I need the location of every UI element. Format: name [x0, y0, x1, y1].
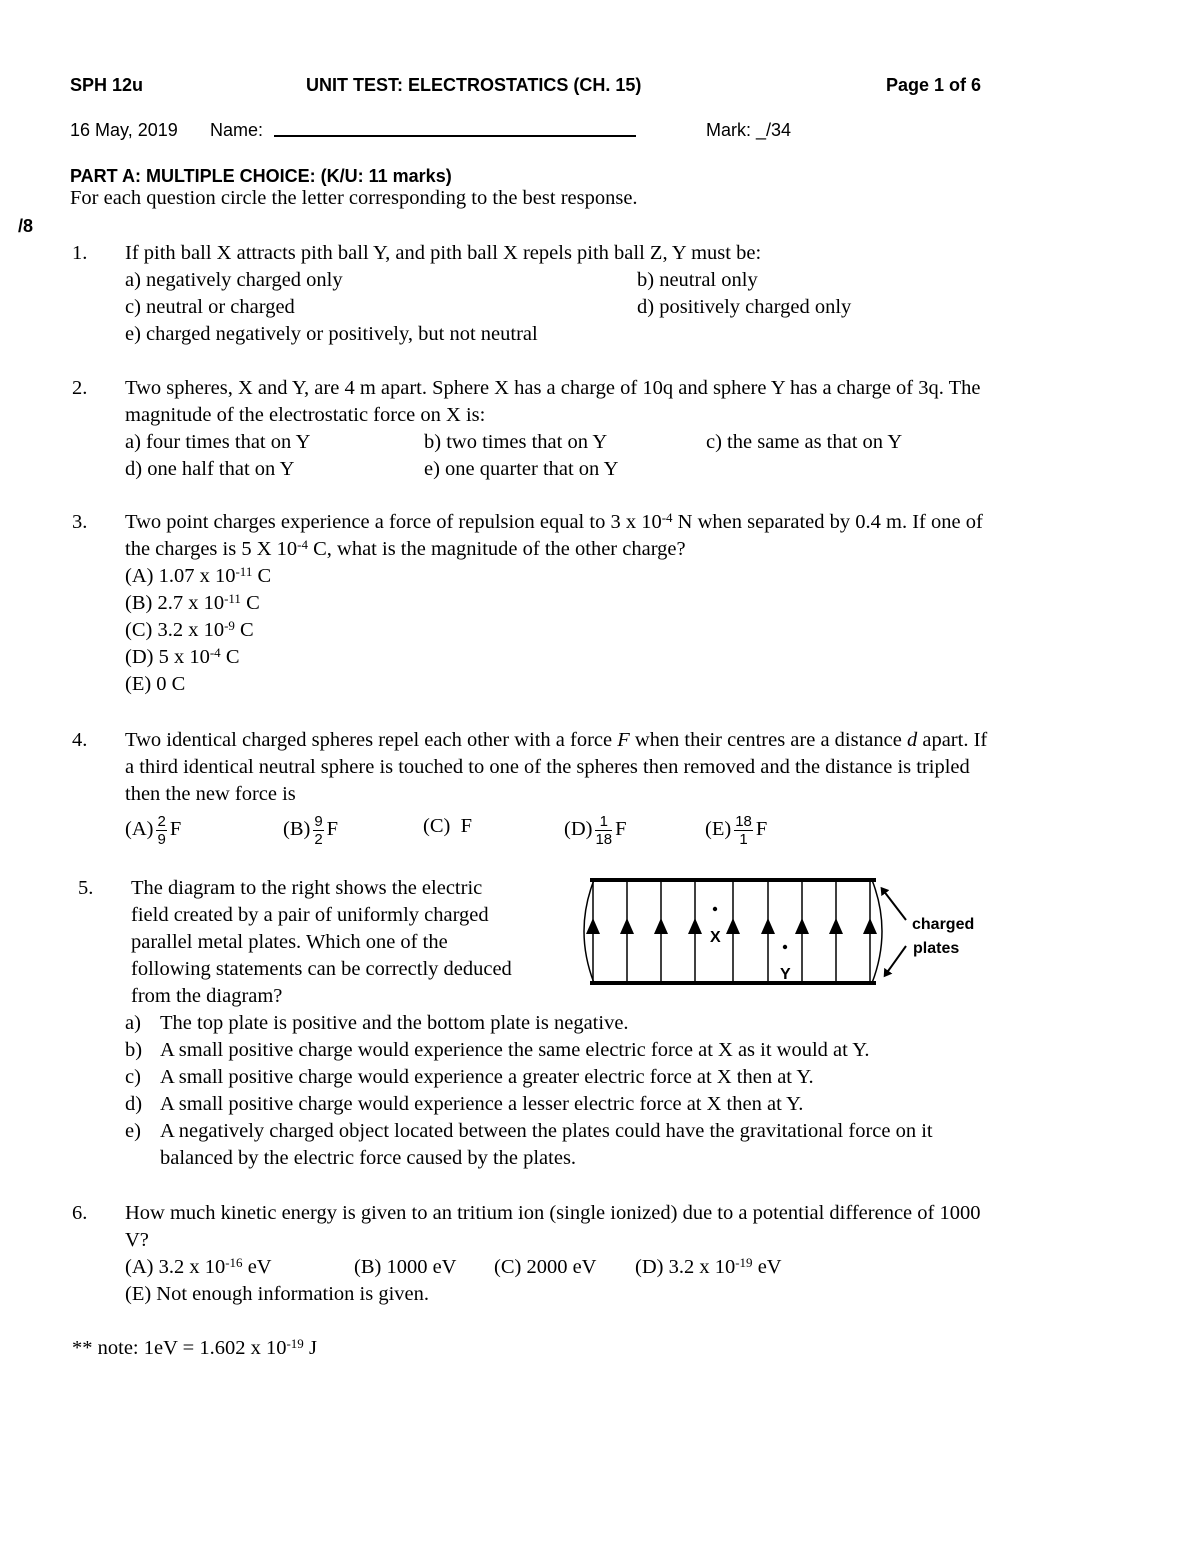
question-number: 3.	[72, 511, 88, 533]
question-text-line-4: following statements can be correctly deduced	[131, 958, 512, 980]
question-text-line-2: field created by a pair of uniformly charged	[131, 904, 489, 926]
option-d[interactable]: (D) $\frac{1}{18}$ F	[564, 813, 627, 848]
option-a[interactable]: (A) 3.2 x $10^{-16}$ eV	[125, 1255, 272, 1278]
option-c[interactable]: A small positive charge would experience a greater electric force at X then at Y.	[160, 1066, 814, 1088]
question-number: 2.	[72, 377, 88, 399]
question-text-line-5: from the diagram?	[131, 985, 283, 1007]
option-a[interactable]: a) four times that on Y	[125, 431, 311, 453]
option-e-letter: e)	[125, 1120, 141, 1142]
option-c[interactable]: (C) F	[423, 815, 472, 837]
option-b[interactable]: (B) 2.7 x $10^{-11}$ C	[125, 591, 260, 614]
name-label: Name:	[210, 120, 264, 140]
question-text-line-2: the charges is 5 X $10^{-4}$ C, what is the magnitude of the other charge?	[125, 537, 686, 560]
question-text-line-1: Two spheres, X and Y, are 4 m apart. Sphere X has a charge of 10q and sphere Y has a charge of 3q. The	[125, 377, 981, 399]
course-code: SPH 12u	[70, 75, 144, 95]
option-c[interactable]: (C) 3.2 x $10^{-9}$ C	[125, 618, 254, 641]
pointer-arrow-top	[883, 890, 906, 920]
part-a-heading: PART A: MULTIPLE CHOICE: (K/U: 11 marks)	[70, 166, 452, 186]
option-a[interactable]: (A) 1.07 x $10^{-11}$ C	[125, 564, 272, 587]
option-b[interactable]: A small positive charge would experience the same electric force at X as it would at Y.	[160, 1039, 870, 1061]
part-a-instructions: For each question circle the letter corresponding to the best response.	[70, 187, 638, 209]
plates-label: plates	[913, 940, 960, 957]
fraction: $\frac{1}{18}$	[595, 813, 613, 848]
test-title: UNIT TEST: ELECTROSTATICS (CH. 15)	[306, 75, 642, 95]
option-a[interactable]: a) negatively charged only	[125, 269, 343, 291]
question-3	[72, 509, 1152, 699]
note: ** note: 1eV = 1.602 x $10^{-19}$ J	[72, 1336, 317, 1359]
option-a-letter: a)	[125, 1012, 141, 1034]
margin-score: /8	[18, 216, 34, 236]
question-text-line-1: The diagram to the right shows the electric	[131, 877, 483, 899]
option-e[interactable]: (E) 0 C	[125, 673, 186, 695]
question-text-line-1: Two identical charged spheres repel each other with a force F when their centres are a distance d apart. If	[125, 729, 988, 751]
test-date: 16 May, 2019	[70, 120, 178, 140]
option-d[interactable]: A small positive charge would experience a lesser electric force at X then at Y.	[160, 1093, 804, 1115]
question-text-line-3: then the new force is	[125, 783, 296, 805]
question-4	[72, 727, 1152, 857]
question-2	[72, 375, 1152, 485]
option-b[interactable]: b) two times that on Y	[424, 431, 608, 453]
name-field-line[interactable]	[274, 135, 636, 137]
option-a[interactable]: The top plate is positive and the bottom plate is negative.	[160, 1012, 629, 1034]
option-b-letter: b)	[125, 1039, 143, 1061]
option-e[interactable]: A negatively charged object located between the plates could have the gravitational force on it	[160, 1120, 933, 1142]
point-y-label: Y	[780, 966, 791, 983]
page-number: Page 1 of 6	[886, 75, 982, 95]
point-y-dot	[783, 945, 787, 949]
charged-label: charged	[912, 916, 975, 933]
option-c-letter: c)	[125, 1066, 141, 1088]
point-x-label: X	[710, 929, 721, 946]
option-d[interactable]: (D) 3.2 x $10^{-19}$ eV	[635, 1255, 782, 1278]
question-text-line-3: parallel metal plates. Which one of the	[131, 931, 448, 953]
option-c[interactable]: c) the same as that on Y	[706, 431, 903, 453]
option-d[interactable]: d) one half that on Y	[125, 458, 295, 480]
option-d[interactable]: (D) 5 x $10^{-4}$ C	[125, 645, 240, 668]
pointer-arrow-bottom	[886, 946, 906, 974]
option-d-letter: d)	[125, 1093, 143, 1115]
option-e[interactable]: (E) $\frac{18}{1}$ F	[705, 813, 768, 848]
option-e-continued: balanced by the electric force caused by the plates.	[160, 1147, 577, 1169]
question-text: If pith ball X attracts pith ball Y, and pith ball X repels pith ball Z, Y must be:	[125, 242, 762, 264]
option-b[interactable]: (B) $\frac{9}{2}$ F	[283, 813, 339, 848]
option-c[interactable]: (C) 2000 eV	[494, 1256, 597, 1278]
fraction: $\frac{9}{2}$	[314, 813, 323, 848]
question-text-line-2: V?	[125, 1229, 149, 1251]
parallel-plates-diagram	[580, 868, 1000, 998]
question-text-line-2: magnitude of the electrostatic force on X is:	[125, 404, 486, 426]
question-text-line-1: Two point charges experience a force of repulsion equal to 3 x $10^{-4}$ N when separated by 0.4 m. If one of	[125, 510, 983, 533]
fraction: $\frac{18}{1}$	[735, 813, 752, 848]
question-text-line-1: How much kinetic energy is given to an tritium ion (single ionized) due to a potential difference of 1000	[125, 1202, 981, 1224]
question-number: 4.	[72, 729, 88, 751]
mark-label: Mark: _/34	[706, 120, 792, 140]
question-6	[72, 1200, 1152, 1310]
field-arrows	[586, 918, 877, 934]
question-number: 6.	[72, 1202, 88, 1224]
fraction: $\frac{2}{9}$	[157, 813, 166, 848]
question-number: 1.	[72, 242, 88, 264]
question-text-line-2: a third identical neutral sphere is touched to one of the spheres then removed and the distance is tripled	[125, 756, 970, 778]
option-d[interactable]: d) positively charged only	[637, 296, 852, 318]
question-1	[72, 240, 1152, 350]
point-x-dot	[713, 907, 717, 911]
option-e[interactable]: e) one quarter that on Y	[424, 458, 619, 480]
option-b[interactable]: (B) 1000 eV	[354, 1256, 457, 1278]
option-e[interactable]: (E) Not enough information is given.	[125, 1283, 430, 1305]
option-a[interactable]: (A) $\frac{2}{9}$ F	[125, 813, 182, 848]
question-number: 5.	[78, 877, 94, 899]
option-e[interactable]: e) charged negatively or positively, but not neutral	[125, 323, 538, 345]
option-b[interactable]: b) neutral only	[637, 269, 758, 291]
option-c[interactable]: c) neutral or charged	[125, 296, 295, 318]
